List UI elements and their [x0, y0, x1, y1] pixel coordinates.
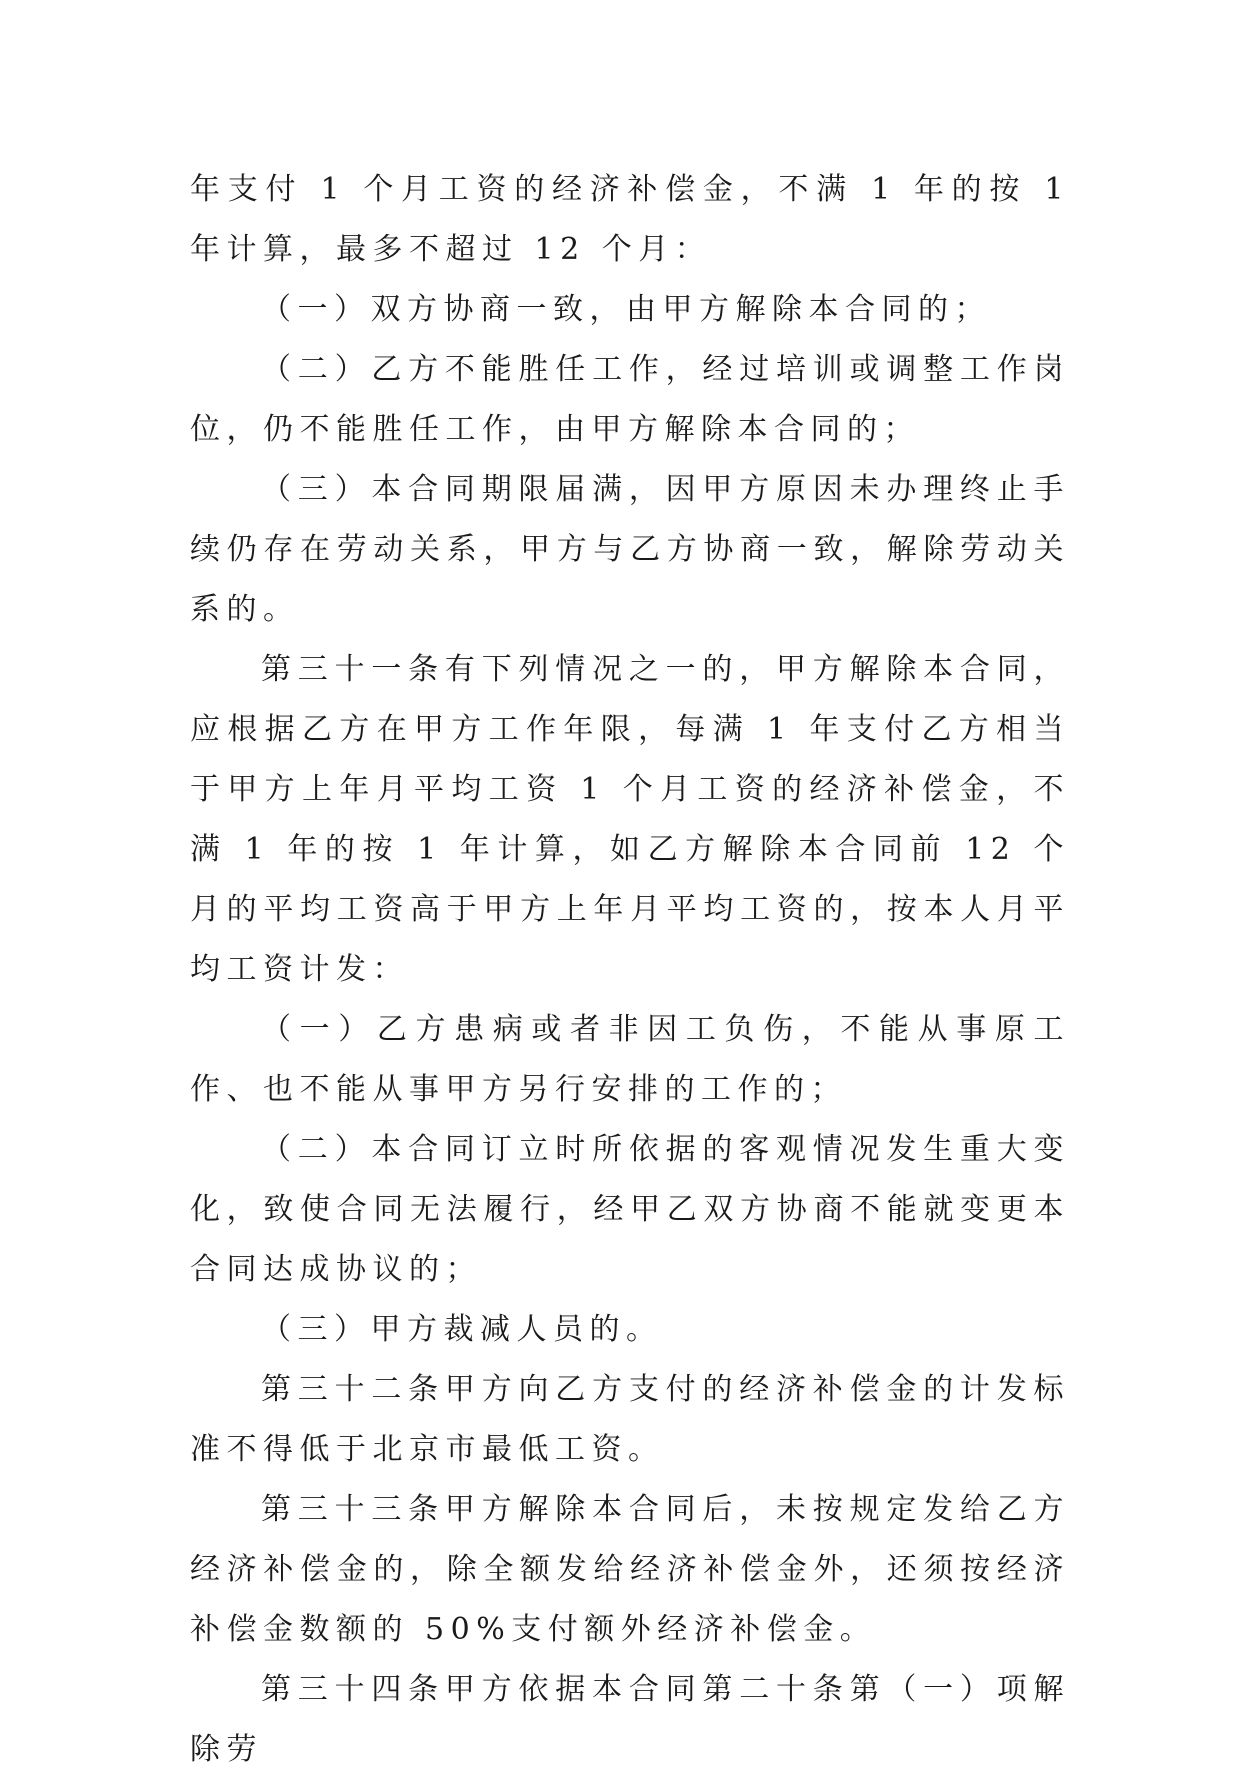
paragraph-article-34: 第三十四条甲方依据本合同第二十条第（一）项解除劳: [190, 1672, 1070, 1767]
paragraph-item-1: （一）双方协商一致，由甲方解除本合同的；: [261, 292, 991, 327]
paragraph-article-31-item-1: （一）乙方患病或者非因工负伤，不能从事原工作、也不能从事甲方另行安排的工作的；: [190, 1012, 1070, 1107]
paragraph-article-31-item-2: （二）本合同订立时所依据的客观情况发生重大变化，致使合同无法履行，经甲乙双方协商不能就变更本合同达成协议的；: [190, 1132, 1070, 1287]
paragraph-article-31-item-3: （三）甲方裁减人员的。: [261, 1312, 663, 1347]
paragraph-item-3: （三）本合同期限届满，因甲方原因未办理终止手续仍存在劳动关系，甲方与乙方协商一致，解除劳动关系的。: [190, 472, 1070, 627]
paragraph-continuation: 年支付 1 个月工资的经济补偿金，不满 1 年的按 1 年计算，最多不超过 12 个月：: [190, 172, 1070, 267]
paragraph-article-32: 第三十二条甲方向乙方支付的经济补偿金的计发标准不得低于北京市最低工资。: [190, 1372, 1070, 1467]
paragraph-article-33: 第三十三条甲方解除本合同后，未按规定发给乙方经济补偿金的，除全额发给经济补偿金外，还须按经济补偿金数额的 50%支付额外经济补偿金。: [190, 1492, 1070, 1647]
paragraph-article-31: 第三十一条有下列情况之一的，甲方解除本合同，应根据乙方在甲方工作年限，每满 1 年支付乙方相当于甲方上年月平均工资 1 个月工资的经济补偿金，不满 1 年的按 1 年计算，如乙方解除本合同前 12 个月的平均工资高于甲方上年月平均工资的，按本人月平均工资计发：: [190, 652, 1070, 987]
paragraph-item-2: （二）乙方不能胜任工作，经过培训或调整工作岗位，仍不能胜任工作，由甲方解除本合同的；: [190, 352, 1070, 447]
document-body: [190, 160, 1070, 1780]
